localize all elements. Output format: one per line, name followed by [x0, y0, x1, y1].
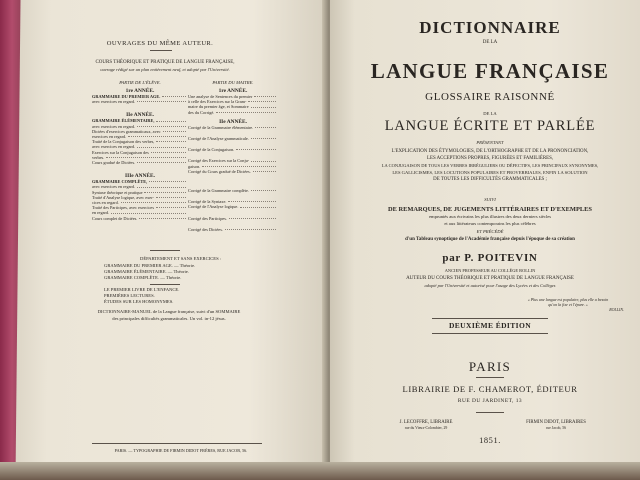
eleve-year-2: IIe ANNÉE.: [126, 112, 154, 119]
list-item: Exercices sur la Conjugaison des: [92, 150, 188, 155]
left-page: [15, 0, 330, 480]
author-name: par P. POITEVIN: [442, 252, 538, 264]
title-de-la-2: DE LA: [483, 111, 497, 116]
maitre-year-2: IIe ANNÉE.: [219, 118, 247, 125]
list2-item-0: LE PREMIER LIVRE DE L'ENFANCE.: [104, 287, 180, 292]
list-item: GRAMMAIRE ÉLÉMENTAIRE,: [92, 118, 188, 123]
list-item: des du Corrigé.: [188, 110, 278, 115]
list-item: Traité de la Conjugaison des verbes,: [92, 139, 188, 144]
suivi-label: SUIVI: [484, 197, 496, 202]
list-item: GRAMMAIRE DU PREMIER AGE.: [92, 94, 188, 99]
list-item: cices en regard.: [92, 200, 188, 205]
body-line-1: LES ACCEPTIONS PROPRES, FIGURÉES ET FAMILIÈRES,: [426, 156, 554, 161]
separator-rule: [150, 250, 180, 251]
copublisher-rule: [476, 412, 504, 413]
list-item: gaison.: [188, 164, 278, 169]
title-langue-francaise: LANGUE FRANÇAISE: [370, 59, 610, 83]
list-item: avec exercices en regard.: [92, 99, 188, 104]
list-item: Corrigé de la Conjugaison.: [188, 147, 278, 152]
copublisher-1: J. LECOFFRE, LIBRAIRE: [399, 420, 453, 425]
list1-item-0: GRAMMAIRE DU PREMIER AGE. — Théorie.: [104, 263, 196, 268]
list-item: maire du premier âge, et Sommaire: [188, 104, 278, 109]
column-maitre: [188, 80, 278, 232]
list-item: GRAMMAIRE COMPLÈTE,: [92, 179, 188, 184]
separator-label: DÉPARTEMENT ET SANS EXERCICES :: [140, 256, 222, 261]
list-item: avec exercices en regard.: [92, 144, 188, 149]
publication-year: 1851.: [479, 436, 501, 445]
presentant-label: PRÉSENTANT: [476, 140, 504, 145]
list2-item-1: PREMIÈRES LECTURES.: [104, 293, 155, 298]
title-glossaire: GLOSSAIRE RAISONNÉ: [425, 91, 555, 103]
list-item: exercices en regard.: [92, 134, 188, 139]
city: PARIS: [468, 359, 512, 374]
list-item: Corrigé de l'Analyse grammaticale.: [188, 136, 278, 141]
tableau-line: d'un Tableau synoptique de l'Académie française depuis l'époque de sa création: [405, 237, 575, 242]
list-item: avec exercices en regard.: [92, 184, 188, 189]
body-line-2: LA CONJUGAISON DE TOUS LES VERBES IRRÉGULIERS OU DÉFECTIFS, LES PRINCIPAUX SYNONYMES,: [381, 163, 599, 168]
eleve-year-1: 1re ANNÉE.: [125, 88, 155, 94]
body-line-3: LES GALLICISMES, LES LOCUTIONS POPULAIRES ET PROVERBIALES, ENFIN LA SOLUTION: [392, 170, 588, 175]
printer-line: PARIS. — TYPOGRAPHIE DE FIRMIN DIDOT FRÈRES, RUE JACOB, 56.: [114, 448, 248, 453]
list2-item-2: ÉTUDES SUR LES HOMONYMES.: [104, 299, 174, 304]
list-item: Syntaxe théorique et pratique: [92, 190, 188, 195]
table-surface: [0, 462, 640, 480]
remarques-line-3: et aux littérateurs contemporains les plus célèbres: [444, 221, 536, 226]
list-item: Cours gradué de Dictées.: [92, 160, 188, 165]
eleve-year-3: IIIe ANNÉE.: [125, 173, 155, 180]
title-langue-ecrite: LANGUE ÉCRITE ET PARLÉE: [384, 118, 596, 134]
edition-label: DEUXIÈME ÉDITION: [448, 321, 532, 330]
copublisher-2: FIRMIN DIDOT, LIBRAIRES: [526, 420, 586, 425]
et-precede-label: ET PRÉCÉDÉ: [476, 229, 504, 234]
list-item: Corrigé du Cours gradué de Dictées.: [188, 169, 278, 174]
edition-rule-top: [432, 318, 548, 319]
copublisher-1-address: rue du Vieux-Colombier, 29: [404, 426, 448, 430]
list-item: Corrigé de l'Analyse logique.: [188, 204, 278, 209]
list-item: Corrigé de la Syntaxe.: [188, 199, 278, 204]
author-works: AUTEUR DU COURS THÉORIQUE ET PRATIQUE DE LANGUE FRANÇAISE: [406, 276, 574, 281]
list-item: Corrigé de la Grammaire élémentaire.: [188, 125, 278, 130]
dictionary-manual-line: DICTIONNAIRE-MANUEL de la Langue française, suivi d'un SOMMAIRE: [97, 309, 241, 314]
list-item: Traité d'Analyse logique, avec exer-: [92, 195, 188, 200]
column-eleve: [92, 80, 188, 221]
series-note: ouvrage rédigé sur un plan entièrement neuf, et adopté par l'Université.: [100, 67, 230, 72]
body-line-0: L'EXPLICATION DES ÉTYMOLOGIES, DE L'ORTHOGRAPHE ET DE LA PRONONCIATION,: [391, 149, 589, 154]
publisher-street: RUE DU JARDINET, 13: [457, 398, 523, 404]
author-title: ANCIEN PROFESSEUR AU COLLÉGE ROLLIN: [444, 268, 536, 273]
col-eleve-header: PARTIE DE L'ÉLÈVE.: [119, 80, 161, 85]
copublisher-2-address: rue Jacob, 56: [545, 426, 567, 430]
body-line-4: DE TOUTES LES DIFFICULTÉS GRAMMATICALES ;: [433, 177, 547, 182]
publisher: LIBRAIRIE DE F. CHAMEROT, ÉDITEUR: [402, 384, 578, 394]
left-heading-rule: [150, 50, 172, 51]
list-item: Une analyse de Sentences du premier: [188, 94, 278, 99]
list-item: Cours complet de Dictées.: [92, 216, 188, 221]
list-item: Corrigé des Dictées.: [188, 227, 278, 232]
maitre-year-1: 1re ANNÉE.: [218, 88, 248, 94]
list-rule: [150, 284, 180, 285]
list-item: Traité des Participes, avec exercices: [92, 205, 188, 210]
left-heading: OUVRAGES DU MÊME AUTEUR.: [106, 40, 214, 47]
author-adopted: adopté par l'Université et autorisé pour l'usage des Lycées et des Collèges: [424, 283, 556, 288]
remarques-line: DE REMARQUES, DE JUGEMENTS LITTÉRAIRES ET D'EXEMPLES: [388, 206, 592, 213]
title-dictionnaire: DICTIONNAIRE: [419, 18, 561, 37]
list-item: Corrigé des Exercices sur la Conju-: [188, 158, 278, 163]
list-item: Corrigé des Participes.: [188, 216, 278, 221]
remarques-line-2: empruntés aux écrivains les plus illustres des deux derniers siècles: [428, 214, 552, 219]
title-de-la: DE LA: [482, 40, 498, 45]
dictionary-manual-line-2: des principales difficultés grammaticales. Un vol. in-12 jésus.: [112, 316, 226, 321]
col-maitre-header: PARTIE DU MAITRE.: [212, 80, 254, 85]
list-item: à celle des Exercices sur la Gram-: [188, 99, 278, 104]
list1-item-2: GRAMMAIRE COMPLÈTE. — Théorie.: [104, 275, 182, 280]
epigraph: « Plus une langue est populaire, plus elle a besoin qu'on la fixe et l'épure. » ROLLIN.: [527, 297, 624, 312]
list1-item-1: GRAMMAIRE ÉLÉMENTAIRE. — Théorie.: [104, 269, 189, 274]
city-rule: [476, 377, 504, 378]
list-item: en regard.: [92, 210, 188, 215]
series-title: COURS THÉORIQUE ET PRATIQUE DE LANGUE FRANÇAISE,: [95, 60, 235, 65]
list-item: avec exercices en regard.: [92, 124, 188, 129]
list-item: verbes.: [92, 155, 188, 160]
edition-rule-bottom: [432, 333, 548, 334]
list-item: Corrigé de la Grammaire complète.: [188, 188, 278, 193]
printer-rule: [92, 443, 262, 444]
list-item: Dictées d'exercices grammaticaux, avec: [92, 129, 188, 134]
